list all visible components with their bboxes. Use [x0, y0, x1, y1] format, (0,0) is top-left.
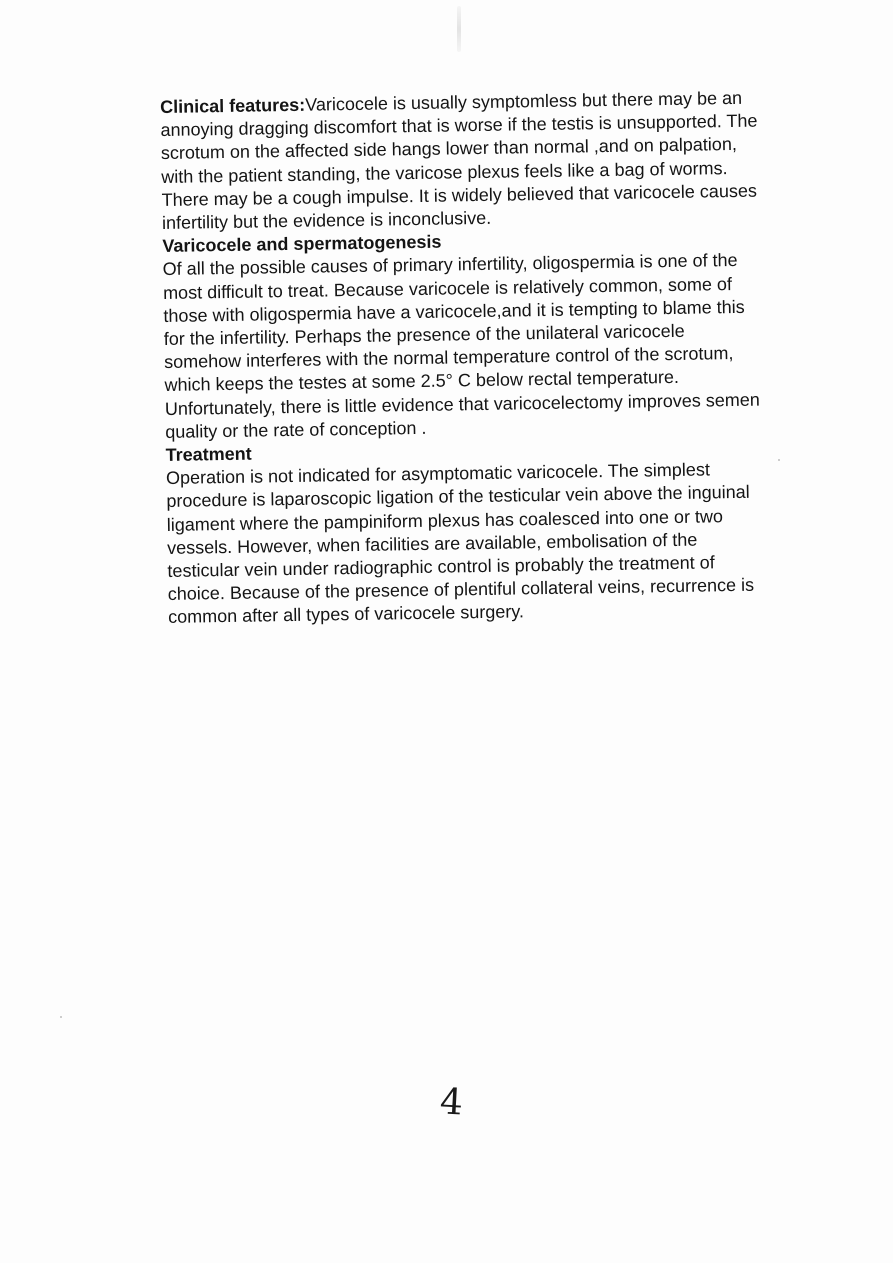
- treatment-paragraph: Operation is not indicated for asymptomatic varicocele. The simplest procedure is laparoscopic ligation of the testicular vein above the inguinal ligament where the pampiniform plexus has coalesced into one or two vessels. However, when facilities are available, embolisation of the testicular vein under radiographic control is probably the treatment of choice. Because of the presence of plentiful collateral veins, recurrence is common after all types of varicocele surgery.: [165, 459, 755, 628]
- scan-speck: [778, 459, 780, 461]
- page-number: 4: [438, 1081, 464, 1124]
- document-body: [160, 87, 768, 630]
- spermatogenesis-heading: Varicocele and spermatogenesis: [162, 231, 442, 257]
- clinical-features-paragraph: [160, 87, 762, 236]
- spermatogenesis-paragraph: Of all the possible causes of primary infertility, oligospermia is one of the most difficult to treat. Because varicocele is relatively common, some of those with oligospermia have a varicocele,and it is tempting to blame this for the infertility. Perhaps the presence of the unilateral varicocele somehow interferes with the normal temperature control of the scrotum, which keeps the testes at some 2.5° C below rectal temperature. Unfortunately, there is little evidence that varicocelectomy improves semen quality or the rate of conception .: [162, 250, 760, 442]
- clinical-features-text: Varicocele is usually symptomless but there may be an annoying dragging discomfort that is worse if the testis is unsupported. The scrotum on the affected side hangs lower than normal ,and on palpation, with the patient standing, the varicose plexus feels like a bag of worms. There may be a cough impulse. It is widely believed that varicocele causes infertility but the evidence is inconclusive.: [160, 87, 758, 233]
- scan-speck: [60, 1016, 62, 1018]
- clinical-features-heading: Clinical features:: [160, 94, 306, 117]
- scan-artifact: [457, 6, 461, 52]
- treatment-heading: Treatment: [165, 443, 252, 466]
